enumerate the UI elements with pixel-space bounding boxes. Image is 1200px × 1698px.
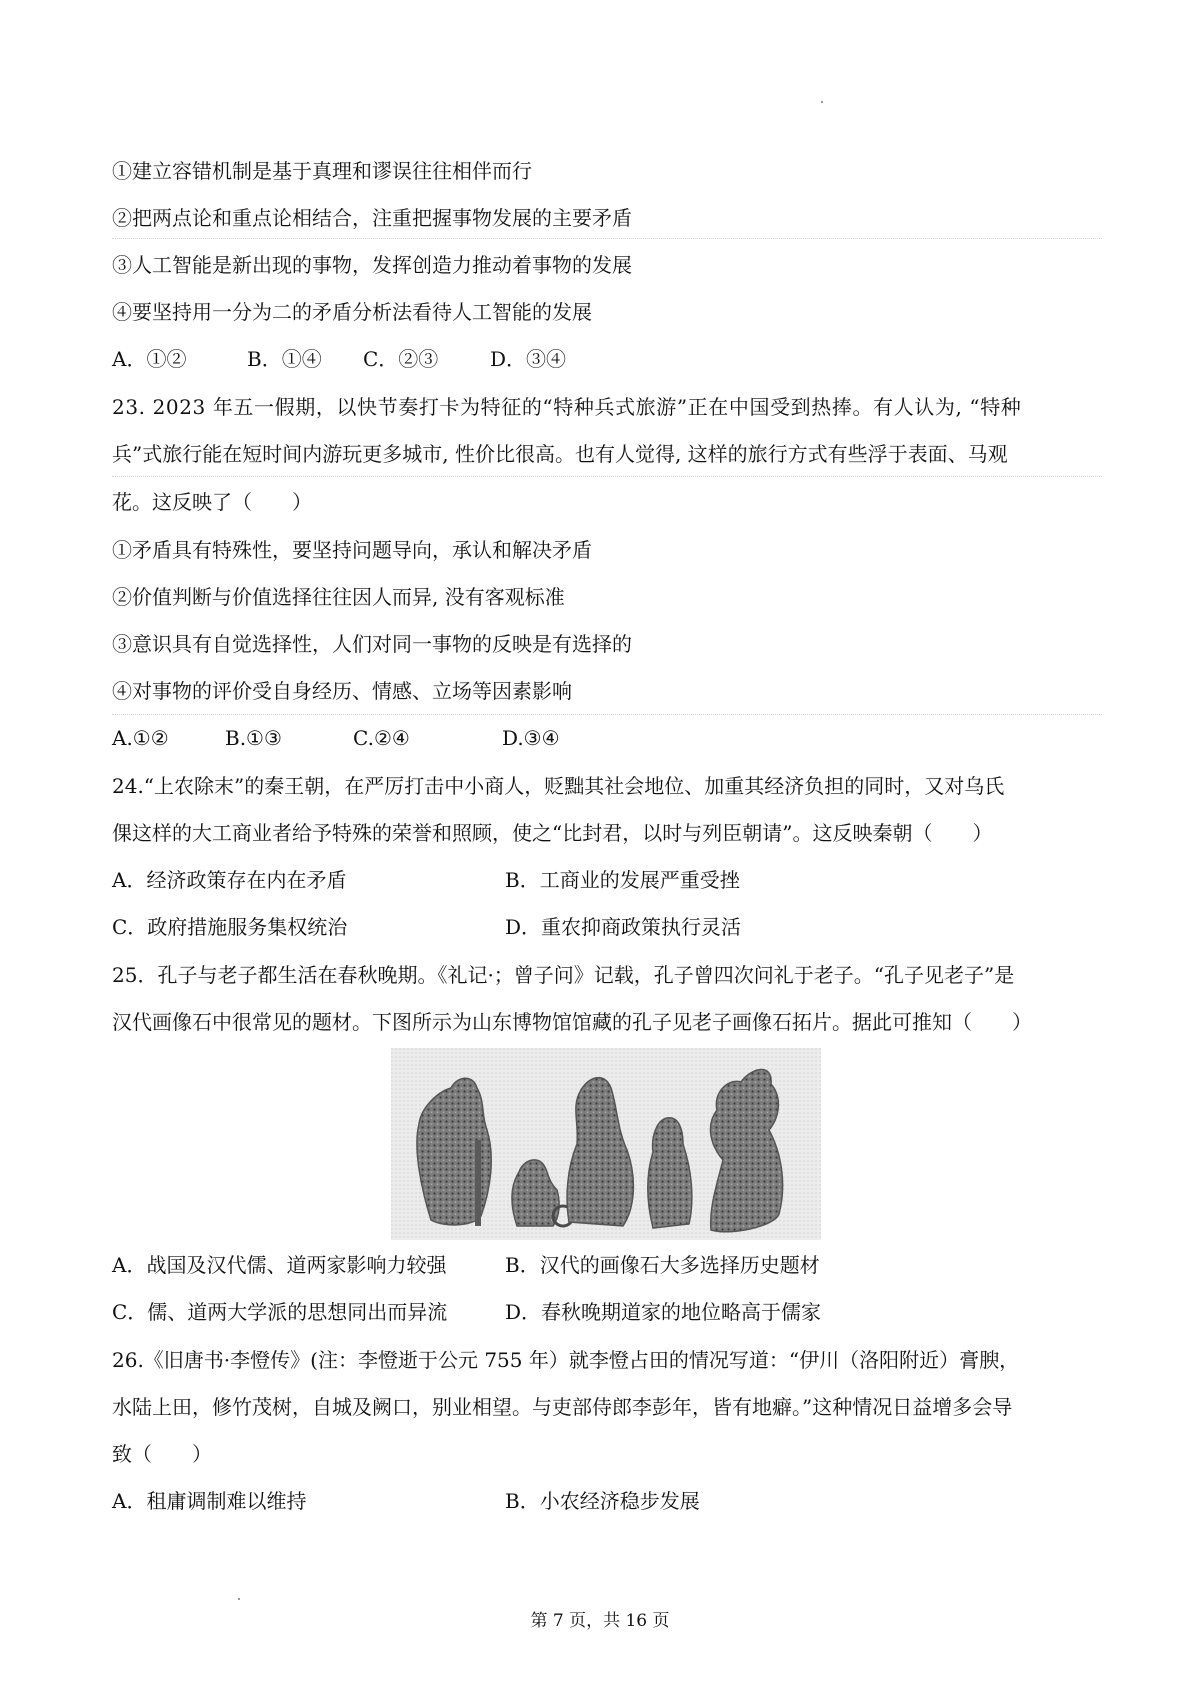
question-24-stem: 倮这样的大工商业者给予特殊的荣誉和照顾，使之“比封君，以时与列臣朝请”。这反映秦朝（ ） [112,821,993,845]
scan-speck [821,101,823,103]
answer-option-d: D．③④ [490,347,567,371]
question-26-stem: 水陆上田，修竹茂树，自城及阙口，别业相望。与吏部侍郎李彭年，皆有地癖。”这种情况日益增多会导 [112,1395,1013,1419]
answer-option-c: C.②④ [353,726,410,750]
answer-option-d: D.③④ [502,726,560,750]
question-24-stem: 24.“上农除末”的秦王朝，在严厉打击中小商人，贬黜其社会地位、加重其经济负担的同时，又对乌氏 [112,774,1005,798]
stone-relief-rubbing-image [391,1048,821,1240]
answer-option-b: B．小农经济稳步发展 [505,1489,700,1513]
statement-3: ③意识具有自觉选择性，人们对同一事物的反映是有选择的 [112,632,632,656]
scan-speck [238,1598,240,1600]
statement-2: ②价值判断与价值选择往往因人而异, 没有客观标准 [112,585,565,609]
relief-figure [710,1069,782,1231]
answer-option-b: B．汉代的画像石大多选择历史题材 [505,1253,820,1277]
answer-option-b: B．①④ [247,347,322,371]
answer-option-c: C．②③ [363,347,439,371]
statement-4: ④要坚持用一分为二的矛盾分析法看待人工智能的发展 [112,300,592,324]
statement-2: ②把两点论和重点论相结合，注重把握事物发展的主要矛盾 [112,206,632,230]
answer-option-a: A．经济政策存在内在矛盾 [112,868,347,892]
question-23-stem: 兵”式旅行能在短时间内游玩更多城市, 性价比很高。也有人觉得, 这样的旅行方式有些浮于表面、马观 [112,442,1008,466]
answer-option-c: C．儒、道两大学派的思想同出而异流 [112,1300,448,1324]
answer-option-a: A．战国及汉代儒、道两家影响力较强 [112,1253,447,1277]
question-25-stem: 25．孔子与老子都生活在春秋晚期。《礼记·；曾子问》记载，孔子曾四次问礼于老子。“孔子见老子”是 [112,963,1015,987]
answer-option-a: A．①② [112,347,187,371]
statement-1: ①矛盾具有特殊性，要坚持问题导向，承认和解决矛盾 [112,538,592,562]
answer-option-a: A.①② [112,726,169,750]
question-25-stem: 汉代画像石中很常见的题材。下图所示为山东博物馆馆藏的孔子见老子画像石拓片。据此可推知（ ） [112,1010,1032,1034]
divider [112,238,1102,239]
statement-3: ③人工智能是新出现的事物，发挥创造力推动着事物的发展 [112,253,632,277]
rubbing-figures [391,1048,821,1240]
question-26-stem: 26.《旧唐书·李憕传》(注：李憕逝于公元 755 年）就李憕占田的情况写道：“伊川（洛阳附近）膏腴， [112,1348,1020,1372]
question-26-stem: 致（ ） [112,1442,212,1466]
answer-option-b: B.①③ [225,726,282,750]
page-footer: 第 7 页，共 16 页 [530,1611,670,1631]
answer-option-d: D．春秋晚期道家的地位略高于儒家 [505,1300,822,1324]
relief-staff [475,1140,481,1226]
question-23-stem: 花。这反映了（ ） [112,490,312,514]
answer-option-c: C．政府措施服务集权统治 [112,915,348,939]
statement-1: ①建立容错机制是基于真理和谬误往往相伴而行 [112,159,532,183]
divider [112,476,1102,477]
answer-option-a: A．租庸调制难以维持 [112,1489,307,1513]
answer-option-d: D．重农抑商政策执行灵活 [505,915,742,939]
divider [112,714,1102,715]
question-23-stem: 23. 2023 年五一假期，以快节奏打卡为特征的“特种兵式旅游”正在中国受到热捧。有人认为, “特种 [112,395,1022,419]
statement-4: ④对事物的评价受自身经历、情感、立场等因素影响 [112,679,572,703]
answer-option-b: B．工商业的发展严重受挫 [505,868,740,892]
